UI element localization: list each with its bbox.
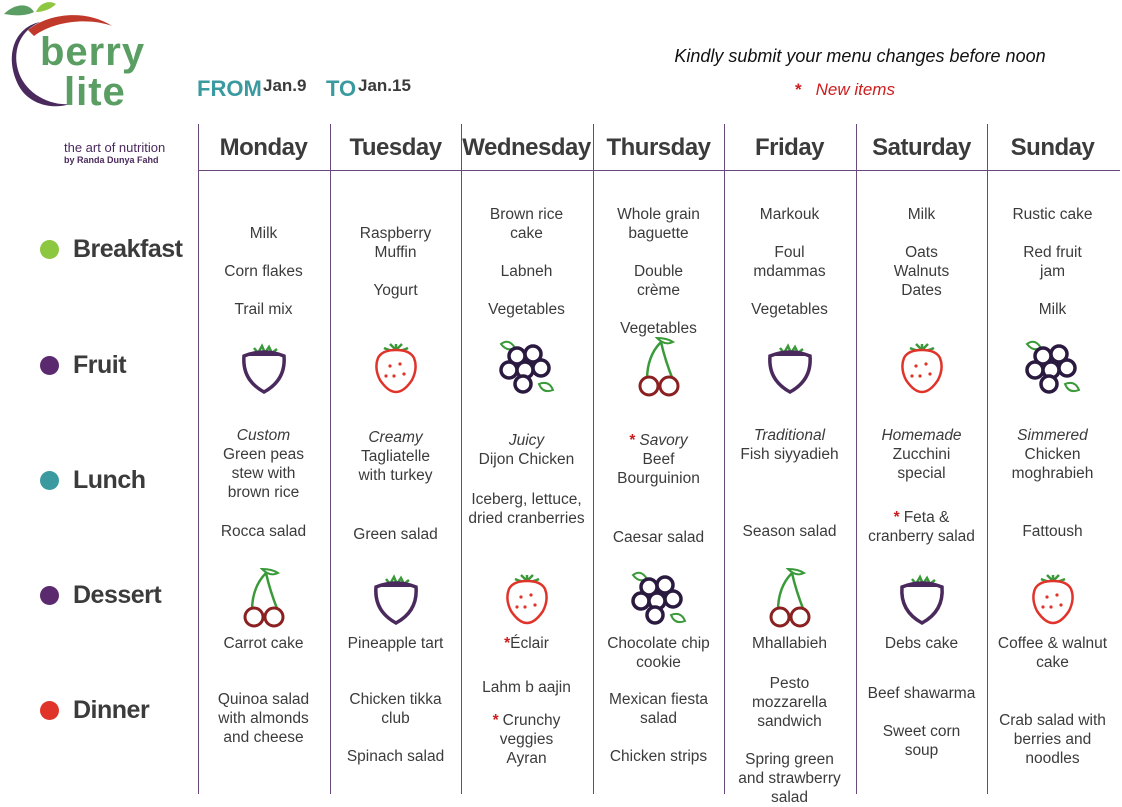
from-date: Jan.9	[263, 76, 307, 95]
lunch-main: Fish siyyadieh	[740, 446, 839, 463]
day-header-saturday: Saturday	[872, 134, 971, 161]
dinner-item	[732, 674, 847, 731]
lunch-main: Dijon Chicken	[478, 451, 575, 468]
meal-label-text: Fruit	[73, 351, 127, 379]
new-item-marker: *	[629, 432, 636, 449]
brand-name-bottom: lite	[64, 70, 126, 114]
lunch-style	[987, 426, 1118, 445]
cherries-icon	[758, 565, 822, 629]
breakfast-item: Foul mdammas	[753, 244, 826, 280]
grapes-icon	[627, 565, 691, 629]
brand-byline: by Randa Dunya Fahd	[64, 155, 159, 165]
cherries-icon	[627, 334, 691, 398]
dessert-cell-wednesday	[461, 634, 592, 653]
lunch-cell-monday	[198, 426, 329, 502]
dinner-item-text: Quinoa salad with almonds and cheese	[217, 691, 310, 746]
meal-dot-icon	[40, 586, 59, 605]
dessert-name: Carrot cake	[223, 635, 304, 652]
dinner-cell-monday	[198, 690, 329, 747]
breakfast-item: Red fruit jam	[1023, 244, 1082, 280]
meal-label-lunch	[40, 466, 146, 495]
dessert-cell-monday	[198, 634, 329, 653]
dinner-cell-friday	[724, 674, 855, 807]
breakfast-item: Double crème	[633, 263, 684, 299]
lunch-side-sunday	[987, 522, 1118, 541]
breakfast-item: Markouk	[759, 206, 820, 223]
breakfast-item: Vegetables	[488, 301, 565, 318]
new-item-marker: *	[504, 635, 511, 652]
submission-notice: Kindly submit your menu changes before noon	[674, 46, 1046, 66]
breakfast-item: Corn flakes	[224, 263, 303, 280]
lunch-side-text: Feta & cranberry salad	[868, 509, 975, 545]
grapes-icon	[1021, 334, 1085, 398]
dessert-name: Pineapple tart	[347, 635, 444, 652]
lunch-main: Beef Bourguinion	[617, 451, 700, 487]
dessert-cell-saturday	[856, 634, 987, 653]
dessert-name: Chocolate chip cookie	[607, 635, 710, 671]
lunch-cell-saturday	[856, 426, 987, 483]
dinner-cell-tuesday	[330, 690, 461, 766]
day-header-sunday: Sunday	[1010, 134, 1095, 161]
dinner-item	[864, 684, 979, 703]
meal-label-dinner	[40, 696, 149, 725]
lunch-style	[461, 431, 592, 450]
brand-logo	[0, 0, 150, 150]
dessert-name: Debs cake	[884, 635, 959, 652]
meal-label-text: Dinner	[73, 696, 150, 724]
lunch-side-text: Iceberg, lettuce, dried cranberries	[468, 491, 585, 527]
breakfast-item: Milk	[1038, 301, 1067, 318]
breakfast-item: Whole grain baguette	[617, 206, 700, 242]
dinner-item-text: Sweet corn soup	[882, 723, 961, 759]
cherries-icon	[232, 565, 296, 629]
dinner-cell-sunday	[987, 711, 1118, 768]
dinner-item-text: Spring green and strawberry salad	[738, 751, 841, 806]
lunch-side-saturday	[856, 508, 987, 546]
lunch-cell-wednesday	[461, 431, 592, 469]
breakfast-item: Labneh	[500, 263, 553, 280]
breakfast-item: Vegetables	[751, 301, 828, 318]
lunch-side-monday	[198, 522, 329, 541]
to-label: TO	[326, 76, 357, 101]
from-label: FROM	[197, 76, 262, 101]
fig-icon	[758, 334, 822, 398]
dinner-cell-saturday	[856, 684, 987, 760]
breakfast-item: Vegetables	[620, 320, 697, 337]
lunch-side-thursday	[593, 528, 724, 547]
day-header-wednesday: Wednesday	[462, 134, 591, 161]
dinner-item	[469, 678, 584, 697]
lunch-cell-tuesday	[330, 428, 461, 485]
dinner-item	[732, 750, 847, 807]
lunch-style-text: Simmered	[1017, 427, 1088, 444]
meal-dot-icon	[40, 471, 59, 490]
lunch-style	[330, 428, 461, 447]
meal-label-text: Dessert	[73, 581, 162, 609]
dinner-item	[206, 690, 321, 747]
lunch-style	[593, 431, 724, 450]
lunch-style	[856, 426, 987, 445]
lunch-main: Green peas stew with brown rice	[223, 446, 304, 501]
dinner-cell-thursday	[593, 690, 724, 766]
to-date: Jan.15	[358, 76, 411, 95]
dinner-item	[338, 690, 453, 728]
dessert-cell-tuesday	[330, 634, 461, 653]
meal-label-text: Breakfast	[73, 235, 183, 263]
dinner-item	[601, 690, 716, 728]
breakfast-cell-monday	[198, 224, 329, 319]
lunch-main: Tagliatelle with turkey	[358, 448, 433, 484]
breakfast-item: Milk	[907, 206, 936, 223]
lunch-side-tuesday	[330, 525, 461, 544]
day-header-friday: Friday	[754, 134, 825, 161]
dinner-item-text: Chicken strips	[609, 748, 708, 765]
lunch-cell-thursday	[593, 431, 724, 488]
meal-dot-icon	[40, 240, 59, 259]
lunch-style-text: Custom	[236, 427, 291, 444]
raspberry-icon	[1021, 565, 1085, 629]
new-items-legend	[795, 80, 895, 100]
brand-name-top: berry	[40, 30, 146, 74]
dessert-cell-sunday	[987, 634, 1118, 672]
dinner-item-text: Crab salad with berries and noodles	[999, 712, 1106, 767]
dinner-item	[338, 747, 453, 766]
breakfast-cell-friday	[724, 205, 855, 319]
dinner-item-text: Pesto mozzarella sandwich	[752, 675, 827, 730]
dinner-item-text: Beef shawarma	[867, 685, 976, 702]
lunch-side-text: Rocca salad	[220, 523, 307, 540]
dinner-item-text: Crunchy veggies Ayran	[499, 712, 561, 767]
breakfast-item: Trail mix	[234, 301, 293, 318]
dinner-item	[995, 711, 1110, 768]
meal-dot-icon	[40, 356, 59, 375]
lunch-style-text: Savory	[639, 432, 688, 449]
raspberry-icon	[495, 565, 559, 629]
dinner-item-text: Spinach salad	[346, 748, 445, 765]
breakfast-cell-thursday	[593, 205, 724, 338]
dinner-item-text: Mexican fiesta salad	[608, 691, 709, 727]
lunch-side-wednesday	[461, 490, 592, 528]
dessert-name: Éclair	[510, 635, 549, 652]
meal-label-fruit	[40, 351, 126, 380]
dessert-name: Coffee & walnut cake	[997, 635, 1108, 671]
breakfast-item: Yogurt	[373, 282, 418, 299]
meal-label-text: Lunch	[73, 466, 146, 494]
meal-label-dessert	[40, 581, 161, 610]
lunch-side-text: Fattoush	[1022, 523, 1083, 540]
header-divider	[198, 170, 1120, 171]
dinner-item-text: Lahm b aajin	[482, 679, 571, 696]
dessert-name: Mhallabieh	[752, 635, 827, 652]
new-item-marker: *	[893, 509, 900, 526]
lunch-side-text: Green salad	[353, 526, 438, 543]
meal-dot-icon	[40, 701, 59, 720]
brand-tagline: the art of nutrition	[64, 140, 166, 155]
lunch-cell-sunday	[987, 426, 1118, 483]
lunch-style-text: Creamy	[368, 429, 423, 446]
lunch-style	[724, 426, 855, 445]
meal-label-breakfast	[40, 235, 182, 264]
dessert-cell-friday	[724, 634, 855, 653]
dinner-item	[864, 722, 979, 760]
day-header-tuesday: Tuesday	[349, 134, 442, 161]
breakfast-item: Raspberry Muffin	[359, 225, 432, 261]
dinner-item-text: Chicken tikka club	[349, 691, 442, 727]
new-items-label: New items	[815, 80, 895, 99]
raspberry-icon	[364, 334, 428, 398]
lunch-side-text: Season salad	[742, 523, 837, 540]
fig-icon	[364, 565, 428, 629]
dinner-cell-wednesday	[461, 678, 592, 768]
dinner-item	[601, 747, 716, 766]
breakfast-cell-saturday	[856, 205, 987, 300]
breakfast-cell-wednesday	[461, 205, 592, 319]
dessert-cell-thursday	[593, 634, 724, 672]
dinner-item	[469, 711, 584, 768]
raspberry-icon	[890, 334, 954, 398]
day-header-thursday: Thursday	[606, 134, 711, 161]
breakfast-item: Brown rice cake	[489, 206, 564, 242]
breakfast-item: Milk	[249, 225, 278, 242]
fig-icon	[890, 565, 954, 629]
day-header-monday: Monday	[219, 134, 308, 161]
lunch-main: Chicken moghrabieh	[1011, 446, 1094, 482]
lunch-side-friday	[724, 522, 855, 541]
breakfast-cell-sunday	[987, 205, 1118, 319]
fig-icon	[232, 334, 296, 398]
new-item-marker: *	[795, 80, 802, 99]
breakfast-item: Oats Walnuts Dates	[893, 244, 950, 299]
breakfast-item: Rustic cake	[1012, 206, 1093, 223]
lunch-style-text: Traditional	[753, 427, 826, 444]
lunch-side-text: Caesar salad	[612, 529, 705, 546]
lunch-style-text: Juicy	[508, 432, 545, 449]
breakfast-cell-tuesday	[330, 224, 461, 300]
grapes-icon	[495, 334, 559, 398]
lunch-style-text: Homemade	[881, 427, 962, 444]
lunch-cell-friday	[724, 426, 855, 464]
lunch-style	[198, 426, 329, 445]
lunch-main: Zucchini special	[892, 446, 951, 482]
new-item-marker: *	[492, 712, 499, 729]
